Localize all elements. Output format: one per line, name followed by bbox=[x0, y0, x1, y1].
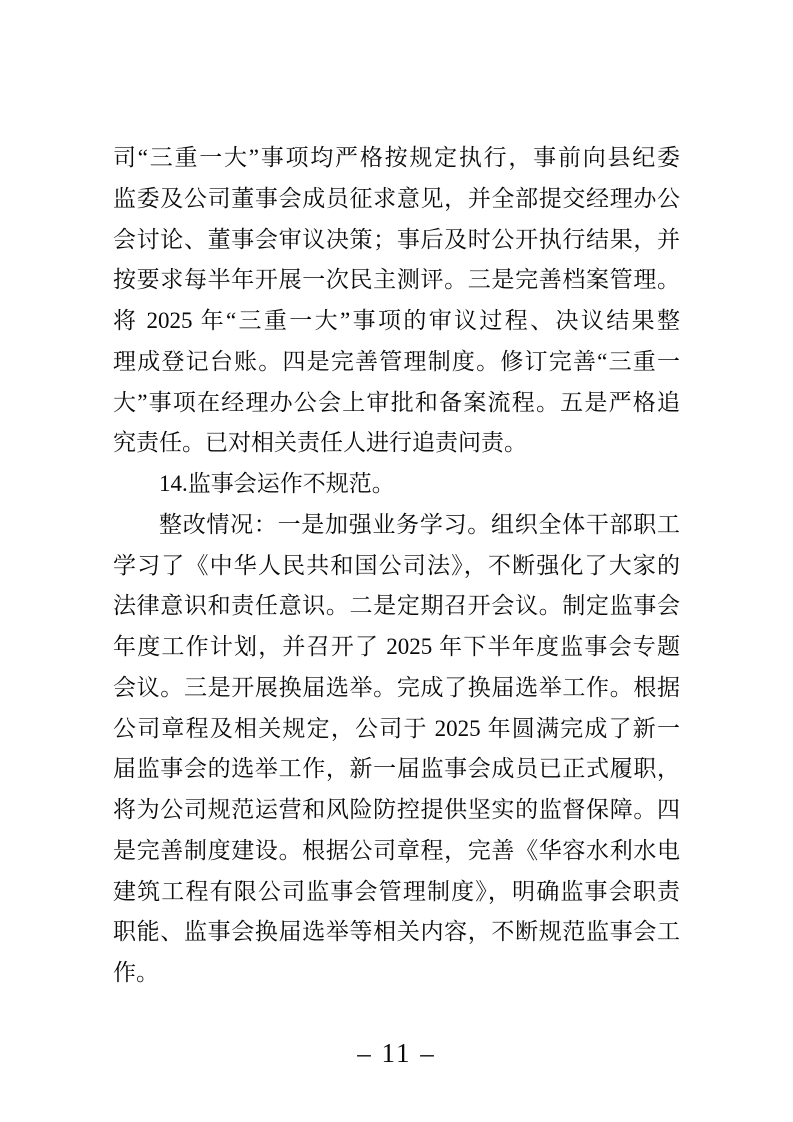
text-line: 大”事项在经理办公会上审批和备案流程。五是严格追 bbox=[113, 389, 680, 415]
text-line: 年度工作计划，并召开了 2025 年下半年度监事会专题 bbox=[113, 634, 680, 659]
text-line: 理成登记台账。四是完善管理制度。修订完善“三重一 bbox=[113, 348, 680, 374]
text-line: 是完善制度建设。根据公司章程，完善《华容水利水电 bbox=[113, 837, 680, 863]
text-line: 司“三重一大”事项均严格按规定执行，事前向县纪委 bbox=[113, 145, 680, 170]
text-line: 届监事会的选举工作，新一届监事会成员已正式履职， bbox=[113, 756, 680, 782]
text-line: 究责任。已对相关责任人进行追责问责。 bbox=[113, 430, 527, 456]
text-line: 将 2025 年“三重一大”事项的审议过程、决议结果整 bbox=[113, 308, 680, 333]
text-line: 将为公司规范运营和风险防控提供坚实的监督保障。四 bbox=[113, 797, 680, 822]
text-line: 整改情况：一是加强业务学习。组织全体干部职工 bbox=[159, 511, 680, 537]
text-line: 学习了《中华人民共和国公司法》，不断强化了大家的 bbox=[113, 552, 680, 578]
text-line: 会讨论、董事会审议决策；事后及时公开执行结果，并 bbox=[113, 226, 680, 252]
text-line: 会议。三是开展换届选举。完成了换届选举工作。根据 bbox=[113, 674, 680, 700]
document-text-block bbox=[113, 138, 680, 994]
text-line: 公司章程及相关规定，公司于 2025 年圆满完成了新一 bbox=[113, 715, 680, 741]
text-line: 作。 bbox=[113, 960, 159, 985]
text-line: 职能、监事会换届选举等相关内容，不断规范监事会工 bbox=[113, 919, 680, 945]
text-line: 法律意识和责任意识。二是定期召开会议。制定监事会 bbox=[113, 593, 680, 619]
text-line-item-14-heading: 14.监事会运作不规范。 bbox=[159, 471, 395, 496]
page-number: – 11 – bbox=[357, 1038, 436, 1068]
text-line: 按要求每半年开展一次民主测评。三是完善档案管理。 bbox=[113, 267, 680, 293]
text-line: 建筑工程有限公司监事会管理制度》，明确监事会职责 bbox=[113, 878, 680, 904]
text-line: 监委及公司董事会成员征求意见，并全部提交经理办公 bbox=[113, 185, 680, 211]
